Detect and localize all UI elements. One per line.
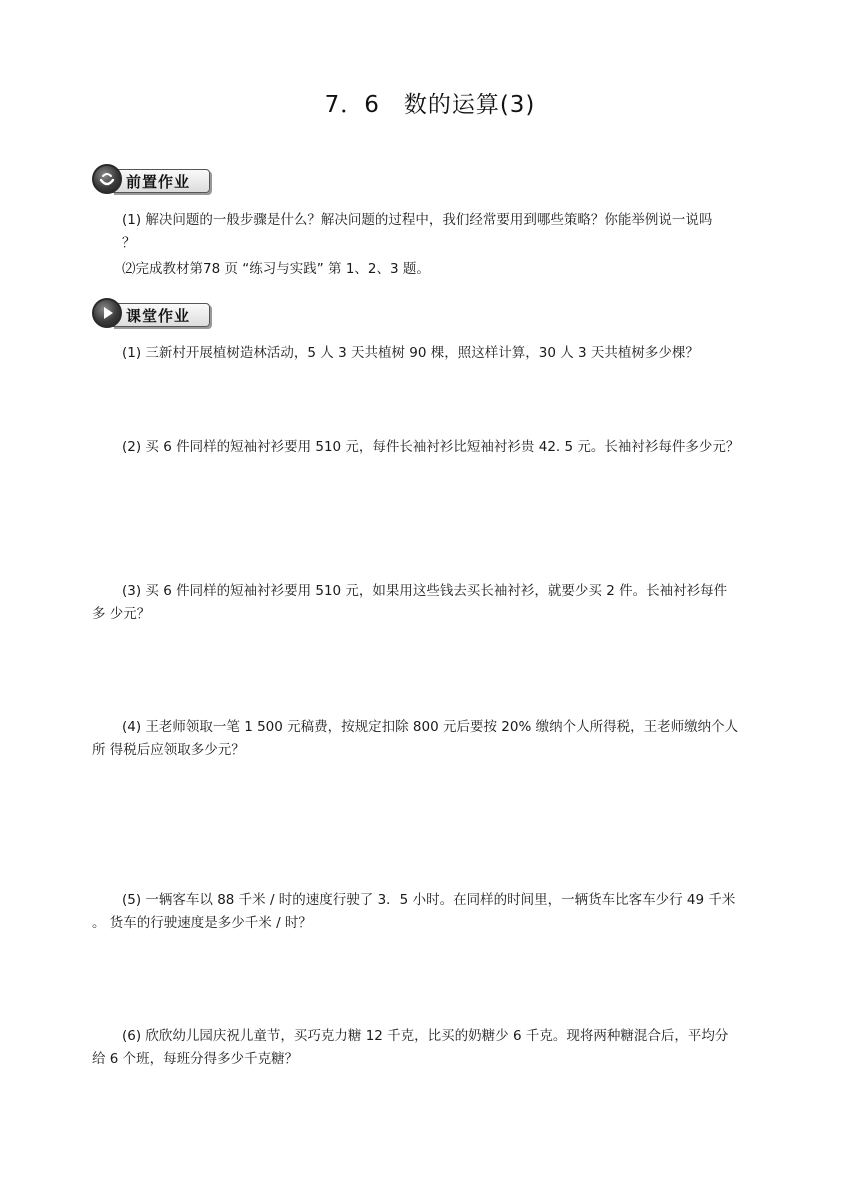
pre-item-1-line2: ？ <box>122 235 136 251</box>
class-item-2-line1: (2) 买 6 件同样的短袖衬衫要用 510 元，每件长袖衬衫比短袖衬衫贵 42. 5 元。长袖衬衫每件多少元？ <box>122 439 740 455</box>
pre-item-2-line1: ⑵完成教材第78 页 “练习与实践” 第 1、2、3 题。 <box>122 261 430 277</box>
class-item-2 <box>92 436 768 459</box>
class-item-5 <box>92 889 768 935</box>
play-arrow-icon <box>92 298 122 328</box>
section-badge-class <box>92 298 210 328</box>
class-item-3-line1: (3) 买 6 件同样的短袖衬衫要用 510 元，如果用这些钱去买长袖衬衫，就要少买 2 件。长袖衬衫每件 <box>122 583 728 599</box>
class-item-6 <box>92 1025 768 1071</box>
class-item-4-line1: (4) 王老师领取一笔 1 500 元稿费，按规定扣除 800 元后要按 20% 缴纳个人所得税，王老师缴纳个人 <box>122 719 739 735</box>
class-item-1-line1: (1) 三新村开展植树造林活动，5 人 3 天共植树 90 棵，照这样计算，30 人 3 天共植树多少棵？ <box>122 345 699 361</box>
class-item-3 <box>92 580 768 626</box>
pre-item-2 <box>92 258 768 281</box>
class-item-4-line2: 所 得税后应领取多少元？ <box>92 742 245 758</box>
class-item-5-line2: 。 货车的行驶速度是多少千米 / 时？ <box>92 915 312 931</box>
class-item-1 <box>92 342 768 365</box>
section-label-class: 课堂作业 <box>126 307 191 325</box>
pre-item-1 <box>92 209 768 255</box>
section-label-pre: 前置作业 <box>126 173 191 191</box>
page-title: 7．6 数的运算(3) <box>324 92 536 118</box>
pre-item-1-line1: (1) 解决问题的一般步骤是什么？解决问题的过程中，我们经常要用到哪些策略？你能举例说一说吗 <box>122 212 713 228</box>
smile-swirl-icon <box>92 164 122 194</box>
class-item-4 <box>92 716 768 762</box>
class-item-3-line2: 多 少元？ <box>92 606 151 622</box>
class-item-5-line1: (5) 一辆客车以 88 千米 / 时的速度行驶了 3．5 小时。在同样的时间里，一辆货车比客车少行 49 千米 <box>122 892 736 908</box>
class-item-6-line2: 给 6 个班，每班分得多少千克糖？ <box>92 1051 299 1067</box>
class-item-6-line1: (6) 欣欣幼儿园庆祝儿童节，买巧克力糖 12 千克，比买的奶糖少 6 千克。现将两种糖混合后，平均分 <box>122 1028 729 1044</box>
section-badge-pre <box>92 164 210 194</box>
